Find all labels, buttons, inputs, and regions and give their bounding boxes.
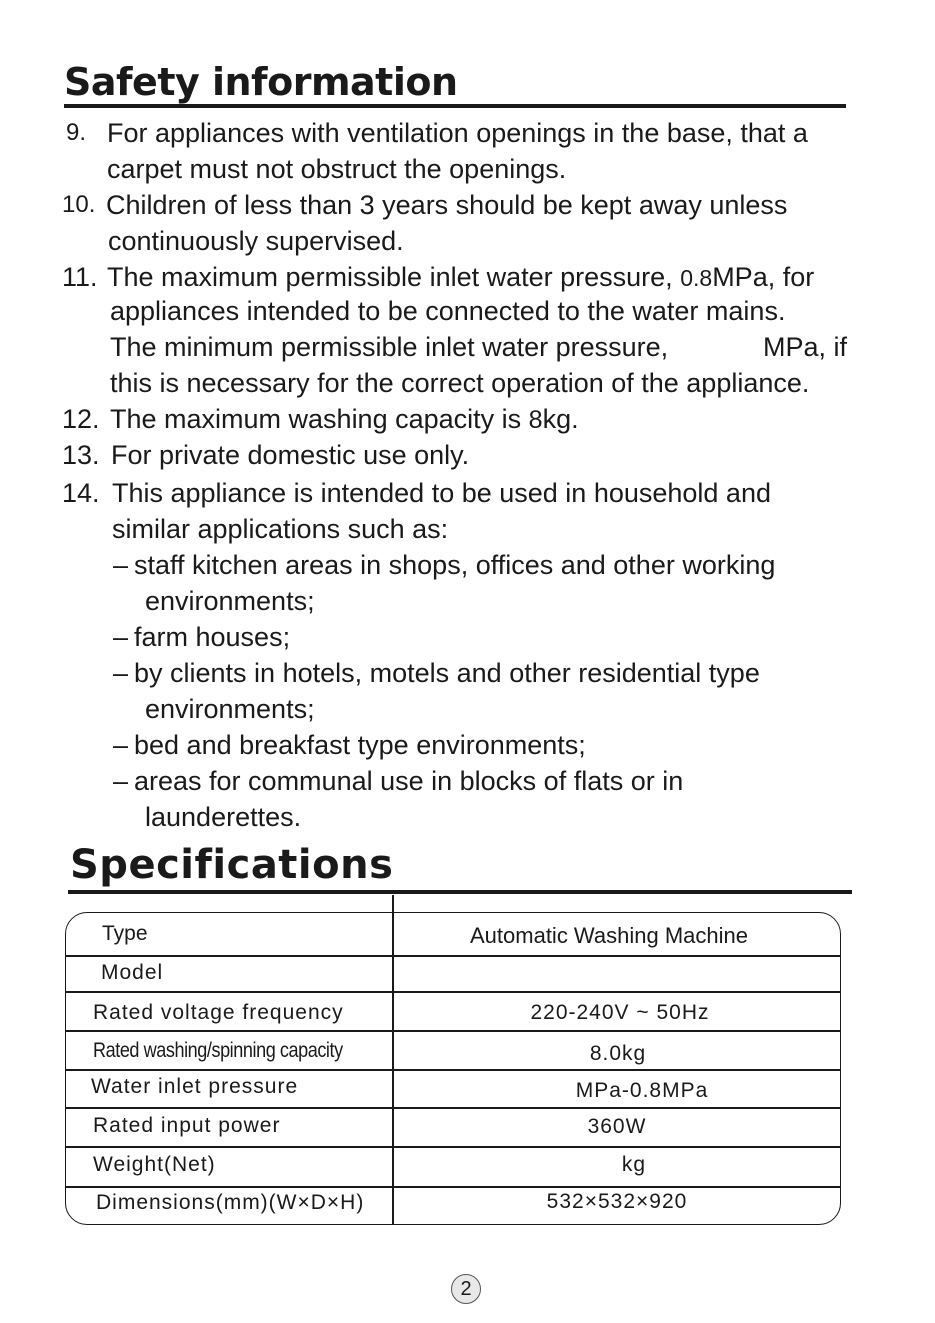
table-row-divider bbox=[65, 955, 841, 957]
table-row-divider bbox=[65, 1030, 841, 1032]
sub-item-3-line-1: by clients in hotels, motels and other residential type bbox=[134, 658, 760, 688]
sub-item-5-line-2: launderettes. bbox=[145, 802, 302, 832]
sub-item-dash: – bbox=[113, 622, 129, 652]
spec-label-dimensions: Dimensions(mm)(W×D×H) bbox=[96, 1191, 365, 1214]
sub-item-dash: – bbox=[113, 730, 129, 760]
spec-value-weight: kg bbox=[621, 1153, 647, 1176]
item-12-line-1: The maximum washing capacity is 8kg. bbox=[110, 404, 579, 434]
sub-item-1-line-1: staff kitchen areas in shops, offices and other working bbox=[134, 550, 776, 580]
spec-label-model: Model bbox=[101, 961, 164, 984]
item-9-line-2: carpet must not obstruct the openings. bbox=[107, 154, 567, 184]
item-11-line-4: this is necessary for the correct operation of the appliance. bbox=[110, 368, 810, 398]
sub-item-3-line-2: environments; bbox=[145, 694, 315, 724]
item-13-line-1: For private domestic use only. bbox=[111, 440, 470, 470]
table-row-divider bbox=[65, 1107, 841, 1109]
item-9-line-1: For appliances with ventilation openings in the base, that a bbox=[107, 118, 808, 148]
page-number: 2 bbox=[451, 1274, 481, 1304]
spec-label-type: Type bbox=[102, 922, 148, 945]
spec-value-water-pressure: MPa-0.8MPa bbox=[575, 1079, 709, 1102]
spec-label-input-power: Rated input power bbox=[93, 1114, 281, 1137]
table-row-divider bbox=[65, 1186, 841, 1188]
item-number: 9. bbox=[66, 119, 87, 146]
item-number: 12. bbox=[62, 404, 100, 434]
spec-value-input-power: 360W bbox=[587, 1115, 647, 1138]
spec-value-voltage: 220-240V ~ 50Hz bbox=[530, 1001, 710, 1024]
sub-item-1-line-2: environments; bbox=[145, 586, 315, 616]
safety-title: Safety information bbox=[64, 60, 458, 104]
sub-item-dash: – bbox=[113, 766, 129, 796]
table-row-divider bbox=[65, 991, 841, 993]
specifications-title-rule bbox=[68, 890, 852, 894]
item-10-line-2: continuously supervised. bbox=[108, 226, 404, 256]
spec-value-dimensions: 532×532×920 bbox=[546, 1190, 688, 1213]
safety-title-rule bbox=[64, 104, 846, 108]
spec-value-type: Automatic Washing Machine bbox=[470, 923, 748, 948]
sub-item-5-line-1: areas for communal use in blocks of flats or in bbox=[134, 766, 684, 796]
spec-label-water-pressure: Water inlet pressure bbox=[91, 1075, 299, 1098]
spec-value-capacity: 8.0kg bbox=[589, 1042, 647, 1065]
spec-label-voltage: Rated voltage frequency bbox=[93, 1001, 344, 1024]
item-number: 13. bbox=[62, 440, 100, 470]
item-11-line-3-unit: MPa, if bbox=[763, 332, 848, 362]
item-number: 10. bbox=[62, 191, 96, 218]
table-row-divider bbox=[65, 1069, 841, 1071]
spec-label-capacity: Rated washing/spinning capacity bbox=[93, 1039, 343, 1062]
item-14-line-1: This appliance is intended to be used in household and bbox=[112, 478, 771, 508]
item-14-line-2: similar applications such as: bbox=[112, 514, 449, 544]
sub-item-dash: – bbox=[113, 550, 129, 580]
item-number: 11. bbox=[62, 262, 98, 292]
sub-item-2-line-1: farm houses; bbox=[134, 622, 291, 652]
item-11-line-3: The minimum permissible inlet water pressure, bbox=[110, 332, 669, 362]
sub-item-4-line-1: bed and breakfast type environments; bbox=[134, 730, 586, 760]
specifications-title: Specifications bbox=[70, 842, 394, 888]
item-10-line-1: Children of less than 3 years should be kept away unless bbox=[106, 190, 788, 220]
item-number: 14. bbox=[62, 478, 100, 508]
table-row-divider bbox=[65, 1146, 841, 1148]
item-11-line-1: The maximum permissible inlet water pressure, 0.8MPa, for bbox=[107, 262, 815, 292]
spec-label-weight: Weight(Net) bbox=[93, 1153, 216, 1176]
item-11-line-2: appliances intended to be connected to the water mains. bbox=[110, 296, 786, 326]
sub-item-dash: – bbox=[113, 658, 129, 688]
